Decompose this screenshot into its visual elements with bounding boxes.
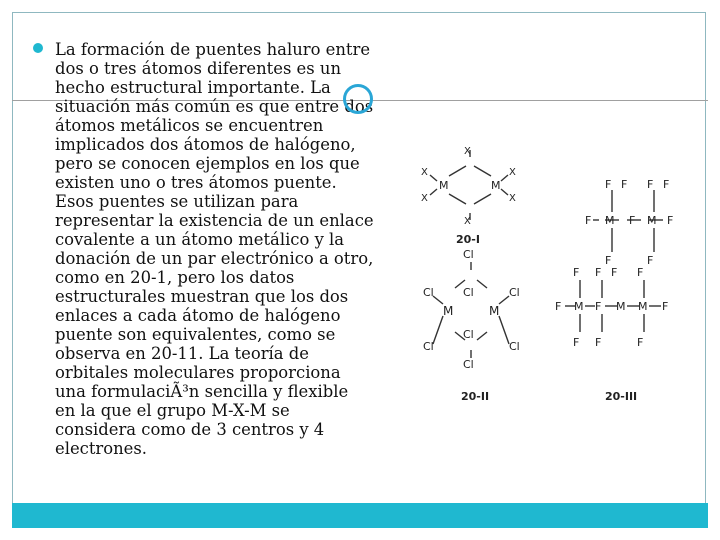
pointer-highlight (343, 84, 373, 114)
atom-x: X (464, 216, 471, 227)
atom-m: M (491, 179, 501, 192)
atom-f: F (637, 266, 644, 279)
atom-f: F (662, 300, 669, 313)
atom-f: F (621, 178, 628, 191)
label-20-3: 20-III (605, 390, 638, 403)
label-20-2: 20-II (461, 390, 490, 403)
halide-bridge-figure (405, 130, 695, 424)
paragraph-line: Esos puentes se utilizan para (55, 192, 299, 211)
paragraph-line: La formación de puentes haluro entre (55, 40, 371, 59)
atom-f: F (595, 266, 602, 279)
atom-m: M (574, 300, 584, 313)
atom-m: M (605, 214, 615, 227)
atom-f: F (647, 178, 654, 191)
atom-f: F (573, 336, 580, 349)
atom-f: F (629, 214, 636, 227)
atom-cl: Cl (463, 328, 474, 341)
paragraph-line: hecho estructural importante. La (55, 78, 331, 97)
atom-f: F (637, 336, 644, 349)
paragraph-line: implicados dos átomos de halógeno, (55, 135, 356, 154)
atom-m: M (616, 300, 626, 313)
structures-svg (405, 130, 695, 420)
paragraph-line: estructurales muestran que los dos (55, 287, 349, 306)
footer-bar (12, 503, 708, 528)
atom-m: M (443, 304, 454, 318)
atom-cl: Cl (463, 286, 474, 299)
atom-f: F (663, 178, 670, 191)
label-20-1: 20-I (456, 233, 480, 246)
paragraph-line: donación de un par electrónico a otro, (55, 249, 374, 268)
atom-f: F (585, 214, 592, 227)
atom-m: M (439, 179, 449, 192)
atom-f: F (605, 178, 612, 191)
paragraph-line: pero se conocen ejemplos en los que (55, 154, 360, 173)
atom-f: F (595, 300, 602, 313)
atom-m: M (638, 300, 648, 313)
atom-x: X (464, 146, 471, 157)
paragraph-line: puente son equivalentes, como se (55, 325, 336, 344)
atom-cl: Cl (423, 286, 434, 299)
paragraph-line: covalente a un átomo metálico y la (55, 230, 345, 249)
atom-f: F (647, 254, 654, 267)
paragraph-line: una formulaciÃ³n sencilla y flexible (55, 382, 349, 401)
paragraph-line: orbitales moleculares proporciona (55, 363, 341, 382)
atom-x: X (509, 167, 516, 178)
paragraph-line: situación más común es que entre dos (55, 97, 374, 116)
atom-f: F (611, 266, 618, 279)
paragraph-line: enlaces a cada átomo de halógeno (55, 306, 341, 325)
atom-x: X (421, 167, 428, 178)
atom-f: F (595, 336, 602, 349)
paragraph-line: átomos metálicos se encuentren (55, 116, 324, 135)
paragraph-line: como en 20-1, pero los datos (55, 268, 295, 287)
atom-cl: Cl (509, 340, 520, 353)
paragraph-line: considera como de 3 centros y 4 (55, 420, 325, 439)
paragraph-line: existen uno o tres átomos puente. (55, 173, 337, 192)
atom-f: F (555, 300, 562, 313)
paragraph-line: observa en 20-11. La teoría de (55, 344, 309, 363)
atom-cl: Cl (463, 248, 474, 261)
paragraph-line: en la que el grupo M-X-M se (55, 401, 290, 420)
atom-f: F (605, 254, 612, 267)
bullet-icon (33, 43, 43, 53)
atom-cl: Cl (509, 286, 520, 299)
paragraph-line: electrones. (55, 439, 147, 458)
atom-f: F (667, 214, 674, 227)
paragraph-line: dos o tres átomos diferentes es un (55, 59, 341, 78)
atom-x: X (421, 193, 428, 204)
atom-f: F (573, 266, 580, 279)
atom-m: M (647, 214, 657, 227)
atom-cl: Cl (423, 340, 434, 353)
atom-m: M (489, 304, 500, 318)
paragraph-line: representar la existencia de un enlace (55, 211, 374, 230)
atom-cl: Cl (463, 358, 474, 371)
atom-x: X (509, 193, 516, 204)
